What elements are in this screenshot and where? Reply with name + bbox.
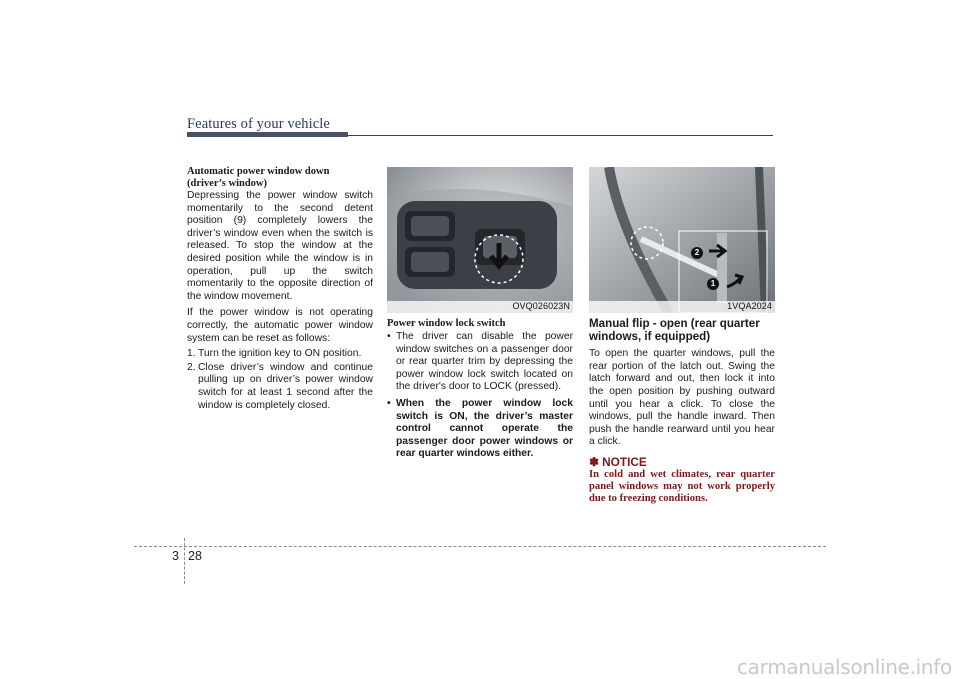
- callout-marker-1: 1: [710, 279, 716, 288]
- paragraph-manual-flip: To open the quarter windows, pull the rear portion of the latch out. Swing the latch forward and out, then lock it into the open position by pushing outward until you hear a click. To close the windows, pull the handle inward. Then push the handle rearward until you hear a click.: [589, 348, 775, 448]
- footer-dashed-divider: [184, 538, 185, 584]
- step-number: 2.: [187, 361, 196, 373]
- footer-dashed-rule: [134, 546, 826, 547]
- chapter-number: 3: [172, 549, 179, 563]
- photo-quarter-window-latch: [589, 167, 775, 313]
- notice-title: ✽ NOTICE: [589, 454, 647, 469]
- step-number: 1.: [187, 348, 196, 360]
- bullet-text: The driver can disable the power window switches on a passenger door or rear quarter trim by depressing the power window lock switch located on the driver's door to LOCK (pressed).: [396, 331, 573, 393]
- section-heading-lock-switch: Power window lock switch: [387, 318, 506, 329]
- header-rule-thick: [187, 132, 348, 137]
- bullet-item: [387, 398, 573, 461]
- notice-body: In cold and wet climates, rear quarter panel windows may not work properly due to freezing conditions.: [589, 468, 775, 504]
- door-switch-illustration: [387, 167, 573, 313]
- photo-code-label: 1VQA2024: [727, 301, 772, 311]
- photo-code-label: OVQ026023N: [512, 301, 570, 311]
- reset-step: [187, 348, 373, 361]
- section-heading-auto-window: [187, 166, 373, 190]
- reset-step: [187, 362, 373, 412]
- bullet-item: [387, 331, 573, 394]
- page-number: 28: [188, 549, 202, 563]
- callout-marker-2: 2: [694, 248, 700, 257]
- reset-steps-list: [187, 348, 373, 412]
- section-heading-manual-flip: Manual flip - open (rear quarter windows, if equipped): [589, 317, 760, 343]
- bullet-symbol: •: [387, 331, 391, 342]
- latch-illustration: [589, 167, 775, 313]
- heading-line-1: Automatic power window down: [187, 166, 330, 177]
- right-column: [589, 318, 775, 505]
- middle-column: [387, 318, 573, 461]
- step-text: Turn the ignition key to ON position.: [198, 348, 362, 360]
- site-watermark: carmanualsonline.info: [736, 655, 952, 679]
- photo-window-lock-switch: [387, 167, 573, 313]
- paragraph-reset-intro: If the power window is not operating correctly, the automatic power window system can be reset as follows:: [187, 307, 373, 344]
- bullet-text: When the power window lock switch is ON, the driver’s master control cannot operate the passenger door power windows or rear quarter windows either.: [396, 397, 573, 460]
- heading-line-2: (driver’s window): [187, 178, 268, 189]
- page-header-title: Features of your vehicle: [187, 116, 330, 132]
- header-rule-thin: [348, 135, 773, 136]
- paragraph-auto-down: Depressing the power window switch momentarily to the second detent position (9) completely lowers the driver’s window even when the switch is released. To stop the window at the desired position while the window is in operation, pull up the switch momentarily to the opposite direction of the window movement.: [187, 190, 373, 302]
- bullet-symbol: •: [387, 397, 391, 409]
- left-column: [187, 166, 373, 412]
- step-text: Close driver’s window and continue pulling up on driver’s power window switch for at least 1 second after the window is completely closed.: [198, 361, 373, 411]
